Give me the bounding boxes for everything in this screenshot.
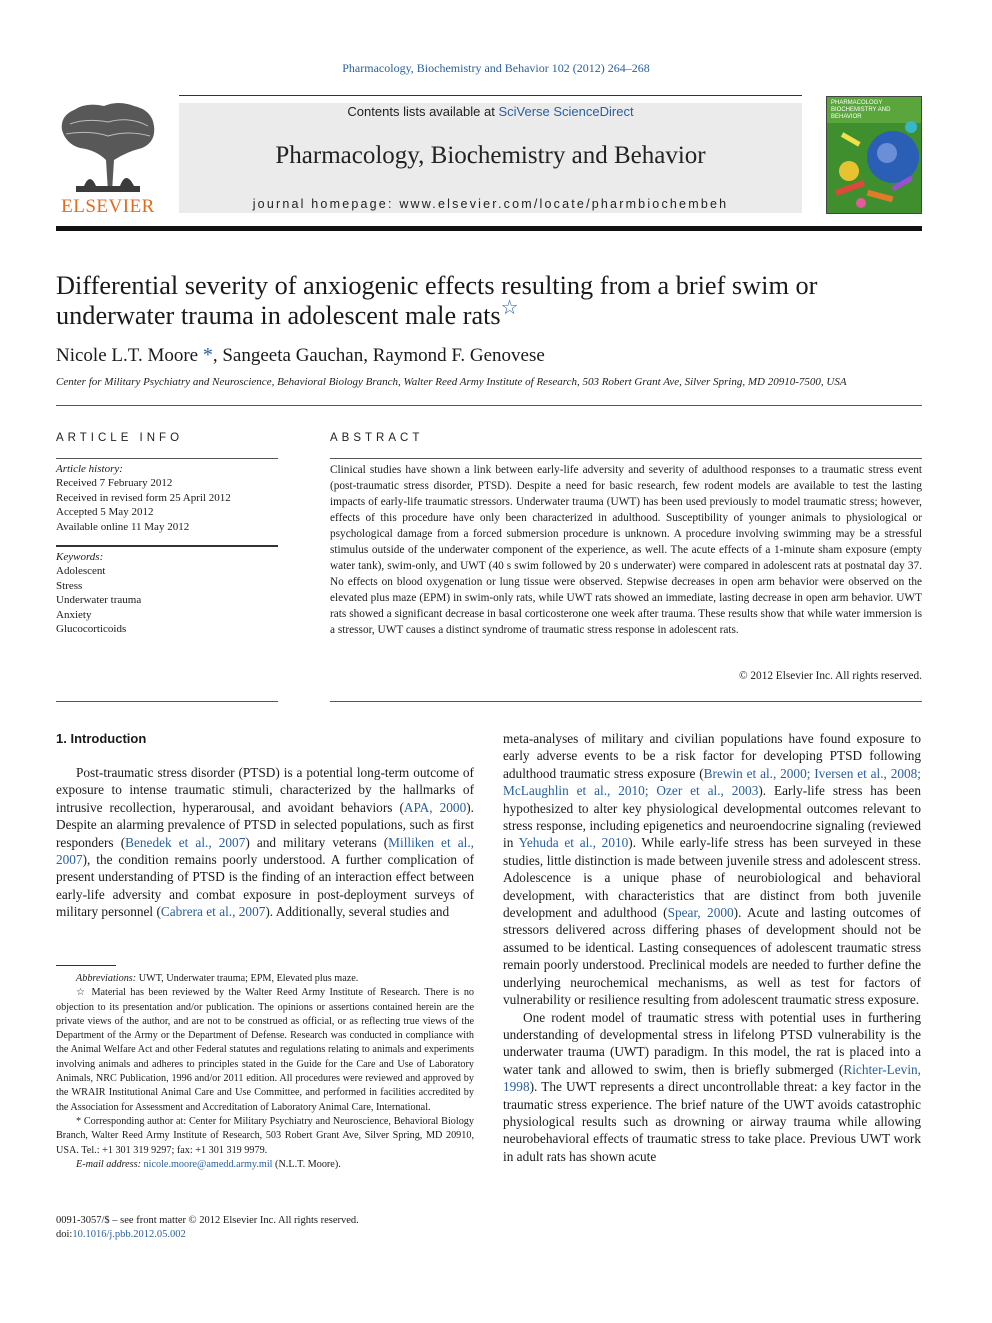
article-info-rule <box>56 458 278 459</box>
paragraph <box>56 764 474 921</box>
cover-title: PHARMACOLOGY BIOCHEMISTRY AND BEHAVIOR <box>831 100 891 120</box>
paragraph <box>503 730 921 1009</box>
footnote-mark: ☆ <box>76 987 88 999</box>
footnote-rule <box>56 965 116 966</box>
abstract-text: Clinical studies have shown a link between early-life adversity and severity of adulthood responses to a traumatic stress event (post-traumatic stress disorder, PTSD). Despite a need for basic research, few rodent models are available to test the lasting impacts of early-life traumatic stressors. Underwater trauma (UWT) has been used previously to model traumatic stress; however, effects of this procedure have only been characterized in adulthood. Susceptibility of younger animals to physiological or psychological damage from a forced submersion procedure is unknown. A procedure involving swimming may be a stressful stimulus outside of the underwater component of the experience, as well. The acute effects of a 1-minute sham exposure (empty water tank), swim-only, and UWT (40 s swim followed by 20 s underwater) were compared in adolescent rats at postnatal day 37. No effects on blood oxygenation or lung tissue were observed. Stepwise decreases in open arm behavior were observed on the elevated plus maze (EPM) in swim-only rats, while UWT rats showed an immediate, lasting decrease in open arm behavior. UWT rats showed a significant decrease in basal corticosterone one week after trauma. These results show that while water immersion is a stressor, UWT causes a distinct syndrome of traumatic stress response in adolescent rats. <box>330 464 922 636</box>
journal-name: Pharmacology, Biochemistry and Behavior <box>275 142 706 169</box>
keyword-item: Anxiety <box>56 608 92 621</box>
elsevier-wordmark[interactable]: ELSEVIER <box>61 196 155 217</box>
article-history <box>56 462 231 534</box>
footnote-label: E-mail address: <box>76 1158 141 1170</box>
body-column-left <box>56 764 474 921</box>
text-run: ) and military veterans ( <box>245 834 389 850</box>
history-accepted: Accepted 5 May 2012 <box>56 506 154 519</box>
keyword-item: Stress <box>56 579 83 592</box>
keyword-item: Adolescent <box>56 565 106 578</box>
citation-link[interactable]: Benedek et al., 2007 <box>125 834 246 850</box>
citation-link[interactable]: Brewin et al., 2000; Iversen et al., 2008; McLaughlin et al., 2010; Ozer et al., 2003 <box>503 765 921 799</box>
homepage-url[interactable]: www.elsevier.com/locate/pharmbiochembeh <box>399 197 729 211</box>
history-online: Available online 11 May 2012 <box>56 520 190 533</box>
article-info-heading: ARTICLE INFO <box>56 432 184 444</box>
title-text: Differential severity of anxiogenic effects resulting from a brief swim or underwater trauma in adolescent male rats <box>56 271 818 330</box>
article-title <box>56 271 926 331</box>
text-run: ). Despite an alarming prevalence of PTSD in selected populations, such as first responders ( <box>56 799 474 850</box>
text-run: ), the condition remains poorly understood. A further complication of present understanding of PTSD is the finding of an interaction effect between early-life adversity and combat exposure in post-deployment surveys of military personnel ( <box>56 852 474 920</box>
history-received: Received 7 February 2012 <box>56 477 173 490</box>
keywords-label: Keywords: <box>56 551 104 563</box>
author-list <box>56 344 545 367</box>
doi-link[interactable]: 10.1016/j.pbb.2012.05.002 <box>72 1229 186 1240</box>
front-matter <box>56 1214 359 1242</box>
email-link[interactable]: nicole.moore@amedd.army.mil <box>143 1158 273 1170</box>
footnote-email <box>56 1158 474 1172</box>
footnote-abbreviations <box>56 972 474 986</box>
abstract-copyright: © 2012 Elsevier Inc. All rights reserved. <box>738 670 922 682</box>
journal-cover-thumbnail[interactable] <box>826 96 922 214</box>
citation-link[interactable]: Milliken et al., 2007 <box>56 834 474 868</box>
citation-link[interactable]: Cabrera et al., 2007 <box>160 904 266 920</box>
header-thick-rule <box>56 226 922 231</box>
history-revised: Received in revised form 25 April 2012 <box>56 491 231 504</box>
article-info-bottom-rule <box>56 701 278 702</box>
text-run: ). The UWT represents a direct uncontrollable threat: a key factor in the traumatic stress experience. The brief nature of the UWT avoids catastrophic physiological results such as drowning or airway trauma while allowing neurobehavioral effects of traumatic stress to take place. Previous UWT work in adult rats has shown acute <box>503 1079 921 1164</box>
footnote-label: Abbreviations: <box>76 973 137 984</box>
contents-prefix: Contents lists available at <box>347 104 499 119</box>
section-heading-introduction: 1. Introduction <box>56 731 147 746</box>
issn-line: 0091-3057/$ – see front matter © 2012 Elsevier Inc. All rights reserved. <box>56 1215 359 1226</box>
text-run: One rodent model of traumatic stress with potential uses in furthering understanding of developmental stress in lifelong PTSD vulnerability is the underwater trauma (UWT) paradigm. In this model, the rat is placed into a water tank and allowed to swim, then is briefly submerged ( <box>503 1009 921 1077</box>
footnote-star <box>56 986 474 1115</box>
footnotes <box>56 972 474 1172</box>
corresponding-author-mark[interactable]: * <box>202 344 213 366</box>
affiliation: Center for Military Psychiatry and Neuroscience, Behavioral Biology Branch, Walter Reed Army Institute of Research, 503 Robert Grant Ave, Silver Spring, MD 20910-7500, USA <box>56 376 847 388</box>
citation-link[interactable]: Yehuda et al., 2010 <box>518 835 629 851</box>
keyword-item: Underwater trauma <box>56 594 142 607</box>
abstract-rule <box>330 458 922 459</box>
citation-link[interactable]: APA, 2000 <box>403 799 467 815</box>
body-column-right <box>503 730 921 1165</box>
footnote-text: Corresponding author at: Center for Military Psychiatry and Neuroscience, Behavioral Biology Branch, Walter Reed Army Institute of Research, 503 Robert Grant Ave, Silver Spring, MD 20910, USA. Tel.: +1 301 319 9297; fax: +1 301 319 9979. <box>56 1115 474 1156</box>
text-run: ). While early-life stress has been surveyed in these studies, little distinction is made between juvenile stress and adolescent stress. Adolescence is a unique phase of neurobiological and behavioral development, with characteristics that are distinct from both juvenile development and adulthood ( <box>503 835 921 921</box>
history-label: Article history: <box>56 463 123 475</box>
text-run: ). Additionally, several studies and <box>265 904 450 920</box>
text-run: ). Acute and lasting outcomes of stressors delivered across differing phases of development should not be assumed to be identical. Lasting consequences of adolescent traumatic stress remain poorly understood. Preclinical models are needed to further define the underlying neurochemical mechanisms, as well as test for factors of vulnerability or resilience resulting from adolescent traumatic stress exposure. <box>503 905 921 1008</box>
keywords-rule <box>56 545 278 547</box>
title-footnote-star[interactable]: ☆ <box>500 297 519 320</box>
keywords <box>56 550 141 636</box>
footnote-mark: * <box>76 1115 82 1127</box>
abstract-bottom-rule <box>330 701 922 702</box>
citation-link[interactable]: Richter-Levin, 1998 <box>503 1061 921 1095</box>
doi-prefix: doi: <box>56 1229 73 1240</box>
text-run: Post-traumatic stress disorder (PTSD) is a potential long-term outcome of exposure to intense traumatic stimuli, characterized by the hallmarks of intrusive recollection, hyperarousal, and avoidant behaviors ( <box>56 765 474 815</box>
footnote-text: (N.L.T. Moore). <box>272 1158 341 1170</box>
keyword-item: Glucocorticoids <box>56 623 127 636</box>
paragraph <box>503 1009 921 1166</box>
footnote-corresponding <box>56 1115 474 1158</box>
header-top-rule <box>179 95 802 96</box>
contents-line <box>179 104 802 119</box>
footnote-text: UWT, Underwater trauma; EPM, Elevated plus maze. <box>136 973 359 984</box>
journal-homepage <box>179 197 802 211</box>
homepage-prefix: journal homepage: <box>252 197 400 211</box>
doi-line <box>56 1228 359 1242</box>
abstract-heading: ABSTRACT <box>330 432 424 444</box>
text-run: meta-analyses of military and civilian populations have found exposure to early adverse events to be a risk factor for developing PTSD following adulthood traumatic stress exposure ( <box>503 731 921 781</box>
journal-citation[interactable]: Pharmacology, Biochemistry and Behavior 102 (2012) 264–268 <box>342 61 650 75</box>
other-authors: , Sangeeta Gauchan, Raymond F. Genovese <box>212 345 545 366</box>
author-moore: Nicole L.T. Moore <box>56 345 199 366</box>
footnote-text: Material has been reviewed by the Walter Reed Army Institute of Research. There is no objection to its presentation and/or publication. The opinions or assertions contained herein are the private views of the author, and are not to be construed as official, or as reflecting true views of the Department of the Army or the Department of Defense. Research was conducted in compliance with the Animal Welfare Act and other Federal statutes and regulations relating to animals and experiments involving animals and adheres to principles stated in the Guide for the Care and Use of Laboratory Animals, NRC Publication, 1996 and/or 2011 edition. All procedures were reviewed and approved by the WRAIR Institutional Animal Care and Use Committee, and performed in facilities accredited by the Association for Assessment and Accreditation of Laboratory Animal Care, International. <box>56 987 475 1113</box>
text-run: ). Early-life stress has been hypothesized to alter key physiological developmental outcomes relevant to stress response, including epigenetics and neuroendocrine signaling (reviewed in <box>503 783 921 851</box>
citation-link[interactable]: Spear, 2000 <box>667 905 734 921</box>
sciencedirect-link[interactable]: SciVerse ScienceDirect <box>498 104 634 119</box>
affiliation-rule <box>56 405 922 406</box>
